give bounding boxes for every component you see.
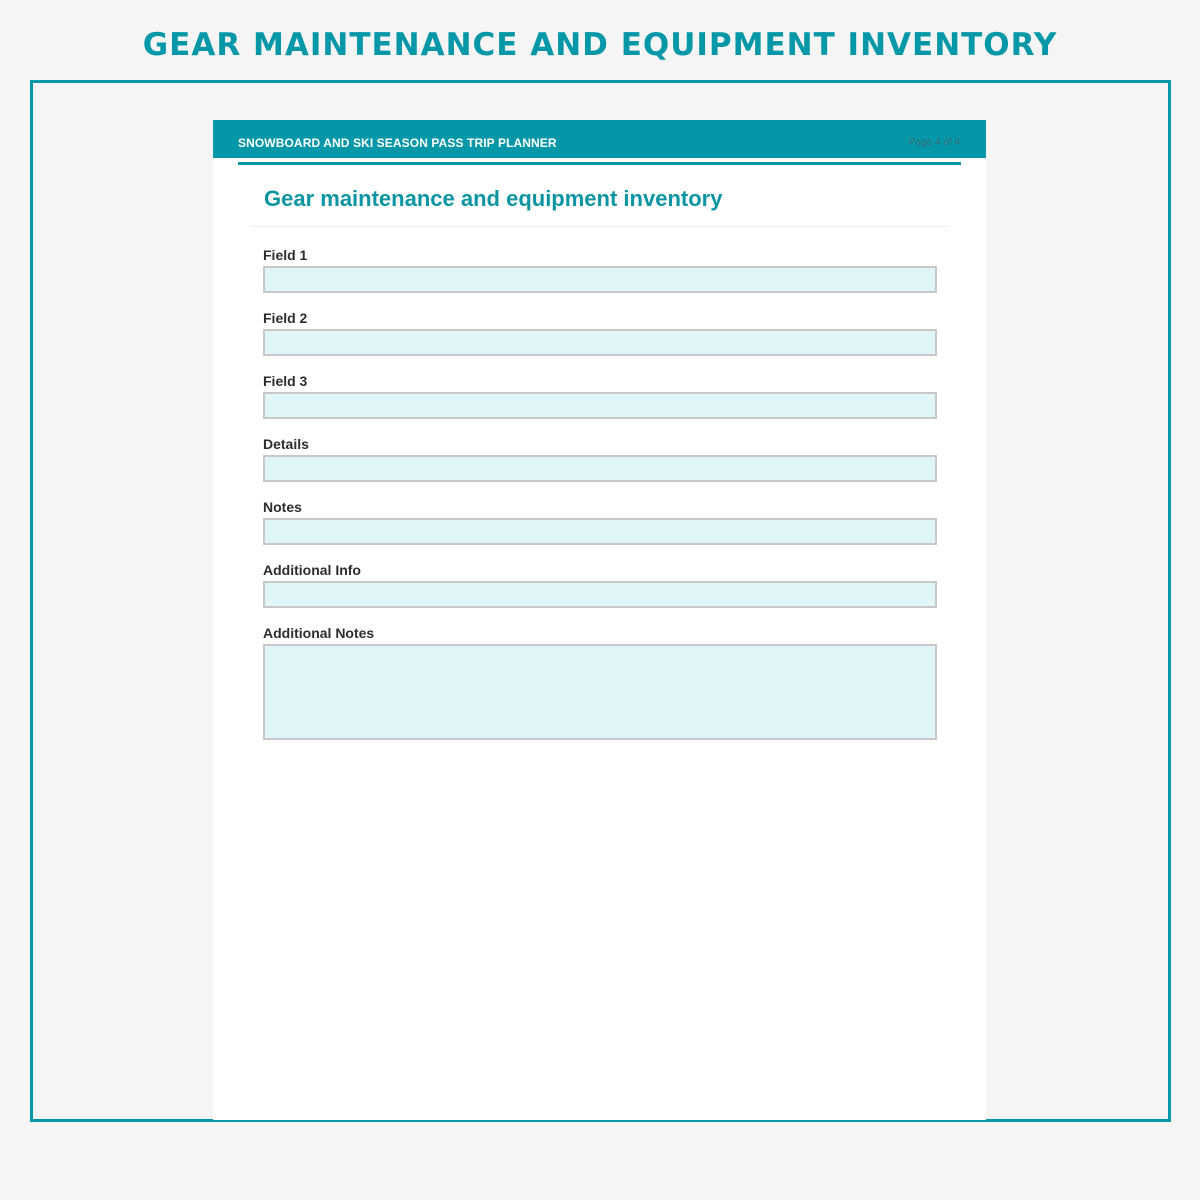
notes-input[interactable] bbox=[263, 518, 937, 545]
section-title: Gear maintenance and equipment inventory bbox=[264, 186, 723, 211]
additional-info-group bbox=[263, 561, 937, 608]
additional-notes-group bbox=[263, 624, 937, 740]
field-3-input[interactable] bbox=[263, 392, 937, 419]
field-2-label: Field 2 bbox=[263, 310, 308, 326]
header-divider bbox=[238, 162, 961, 165]
document-sheet bbox=[213, 120, 986, 1120]
section-divider bbox=[251, 226, 948, 227]
field-1-label: Field 1 bbox=[263, 247, 308, 263]
notes-label: Notes bbox=[263, 499, 302, 515]
additional-info-label: Additional Info bbox=[263, 562, 361, 578]
field-3-label: Field 3 bbox=[263, 373, 308, 389]
field-3-group bbox=[263, 372, 937, 419]
details-group bbox=[263, 435, 937, 482]
field-1-input[interactable] bbox=[263, 266, 937, 293]
details-label: Details bbox=[263, 436, 309, 452]
sheet-header bbox=[213, 120, 986, 158]
details-input[interactable] bbox=[263, 455, 937, 482]
field-2-input[interactable] bbox=[263, 329, 937, 356]
additional-info-input[interactable] bbox=[263, 581, 937, 608]
sheet-header-title: SNOWBOARD AND SKI SEASON PASS TRIP PLANNER bbox=[238, 136, 557, 150]
additional-notes-label: Additional Notes bbox=[263, 625, 375, 641]
additional-notes-textarea[interactable] bbox=[263, 644, 937, 740]
page-banner-title: GEAR MAINTENANCE AND EQUIPMENT INVENTORY bbox=[142, 27, 1058, 63]
page-number: Page 4 of 4 bbox=[908, 137, 960, 148]
notes-group bbox=[263, 498, 937, 545]
field-2-group bbox=[263, 309, 937, 356]
field-1-group bbox=[263, 246, 937, 293]
